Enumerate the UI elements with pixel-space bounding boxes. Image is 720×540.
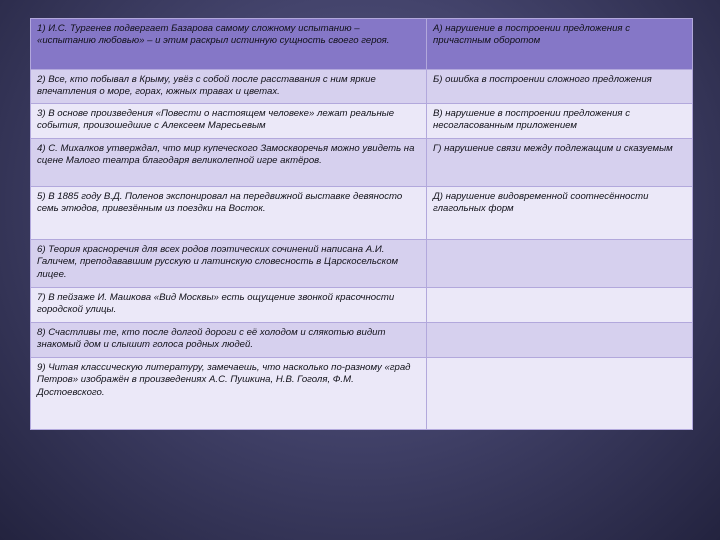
sentence-cell: 6) Теория красноречия для всех родов поэтических сочинений написана А.И. Галичем, преподававшим русскую и латинскую словесность в Царскосельском лицее.	[31, 240, 427, 288]
table-row	[31, 70, 693, 104]
matching-table	[30, 18, 693, 430]
error-type-cell	[427, 240, 693, 288]
error-type-cell	[427, 288, 693, 323]
table-row	[31, 358, 693, 430]
table-row	[31, 187, 693, 240]
sentence-cell: 3) В основе произведения «Повести о настоящем человеке» лежат реальные события, произошедшие с Алексеем Маресьевым	[31, 104, 427, 139]
table-row	[31, 288, 693, 323]
sentence-cell: 7) В пейзаже И. Машкова «Вид Москвы» есть ощущение звонкой красочности городской улицы.	[31, 288, 427, 323]
sentence-cell: 9) Читая классическую литературу, замечаешь, что насколько по-разному «град Петров» изображён в произведениях А.С. Пушкина, Н.В. Гоголя, Ф.М. Достоевского.	[31, 358, 427, 430]
sentence-cell: 2) Все, кто побывал в Крыму, увёз с собой после расставания с ним яркие впечатления о море, горах, южных травах и цветах.	[31, 70, 427, 104]
table-row	[31, 19, 693, 70]
table-row	[31, 139, 693, 187]
sentence-cell: 8) Счастливы те, кто после долгой дороги с её холодом и слякотью видит знакомый дом и слышит голоса родных людей.	[31, 323, 427, 358]
error-type-cell: Д) нарушение видовременной соотнесённости глагольных форм	[427, 187, 693, 240]
error-type-cell: А) нарушение в построении предложения с причастным оборотом	[427, 19, 693, 70]
error-type-cell	[427, 323, 693, 358]
table-row	[31, 240, 693, 288]
error-type-cell: Г) нарушение связи между подлежащим и сказуемым	[427, 139, 693, 187]
error-type-cell	[427, 358, 693, 430]
table-row	[31, 104, 693, 139]
sentence-cell: 1) И.С. Тургенев подвергает Базарова самому сложному испытанию – «испытанию любовью» – и этим раскрыл истинную сущность своего героя.	[31, 19, 427, 70]
sentence-cell: 4) С. Михалков утверждал, что мир купеческого Замоскворечья можно увидеть на сцене Малого театра благодаря великолепной игре актёров.	[31, 139, 427, 187]
error-type-cell: Б) ошибка в построении сложного предложения	[427, 70, 693, 104]
table-row	[31, 323, 693, 358]
error-type-cell: В) нарушение в построении предложения с несогласованным приложением	[427, 104, 693, 139]
sentence-cell: 5) В 1885 году В.Д. Поленов экспонировал на передвижной выставке девяносто семь этюдов, привезённым из поездки на Восток.	[31, 187, 427, 240]
